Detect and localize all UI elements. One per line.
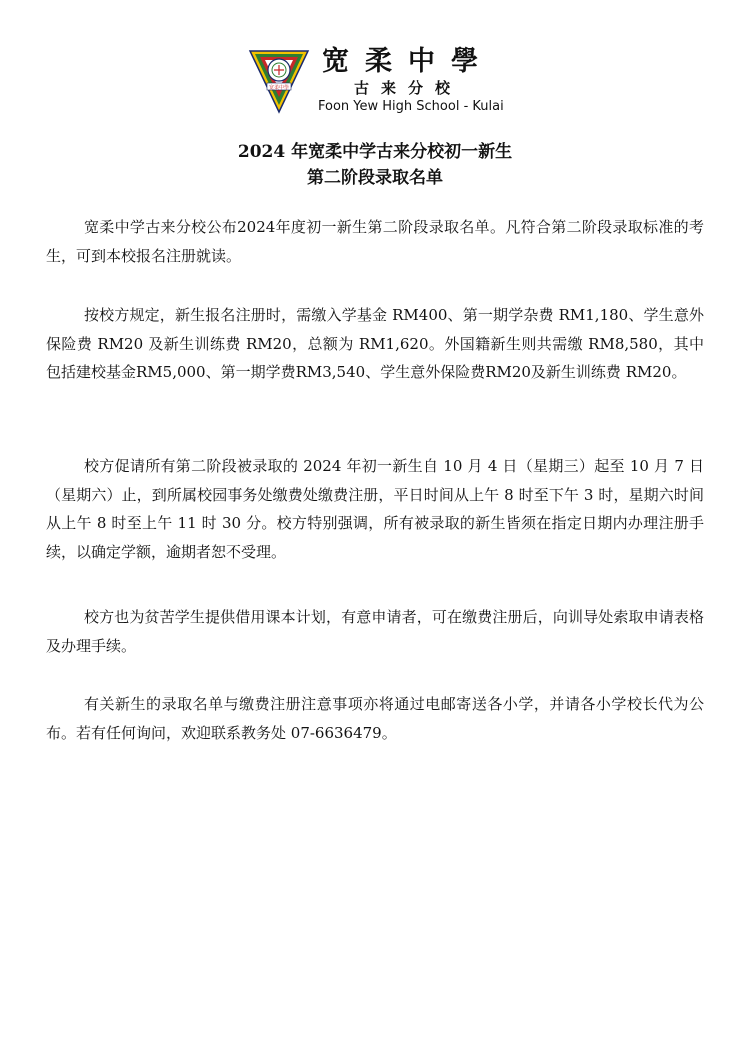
- crest-banner-text: 宽柔中學: [268, 85, 290, 91]
- paragraph-textbook-loan: 校方也为贫苦学生提供借用课本计划，有意申请者，可在缴费注册后，向训导处索取申请表格及办理手续。: [46, 608, 704, 655]
- letterhead: [248, 46, 508, 118]
- school-crest-icon: [248, 48, 310, 114]
- school-name-english: Foon Yew High School - Kulai: [318, 99, 504, 114]
- paragraph-registration-dates: 校方促请所有第二阶段被录取的 2024 年初一新生自 10 月 4 日（星期三）起至 10 月 7 日（星期六）止，到所属校园事务处缴费处缴费注册，平日时间从上午 8 时至下午 3 时，星期六时间从上午 8 时至上午 11 时 30 分。校方特别强调，所有被录取的新生皆须在指定日期内办理注册手续，以确定学额，逾期者恕不受理。: [46, 457, 704, 561]
- paragraph-contact: 有关新生的录取名单与缴费注册注意事项亦将通过电邮寄送各小学，并请各小学校长代为公布。若有任何询问，欢迎联系教务处 07-6636479。: [46, 695, 704, 742]
- document-title-line-1: 2024 年宽柔中学古来分校初一新生: [237, 142, 513, 162]
- paragraph-fees: 按校方规定，新生报名注册时，需缴入学基金 RM400、第一期学杂费 RM1,180、学生意外保险费 RM20 及新生训练费 RM20，总额为 RM1,620。外国籍新生则共需缴 RM8,580，其中包括建校基金RM5,000、第一期学费RM3,540、学生意外保险费RM20及新生训练费 RM20。: [46, 306, 704, 381]
- document-title-line-2: 第二阶段录取名单: [307, 168, 443, 188]
- paragraph-announcement: 宽柔中学古来分校公布2024年度初一新生第二阶段录取名单。凡符合第二阶段录取标准的考生，可到本校报名注册就读。: [46, 218, 704, 265]
- branch-name-chinese: 古来分校: [353, 79, 462, 97]
- school-name-chinese: 宽柔中學: [322, 46, 494, 77]
